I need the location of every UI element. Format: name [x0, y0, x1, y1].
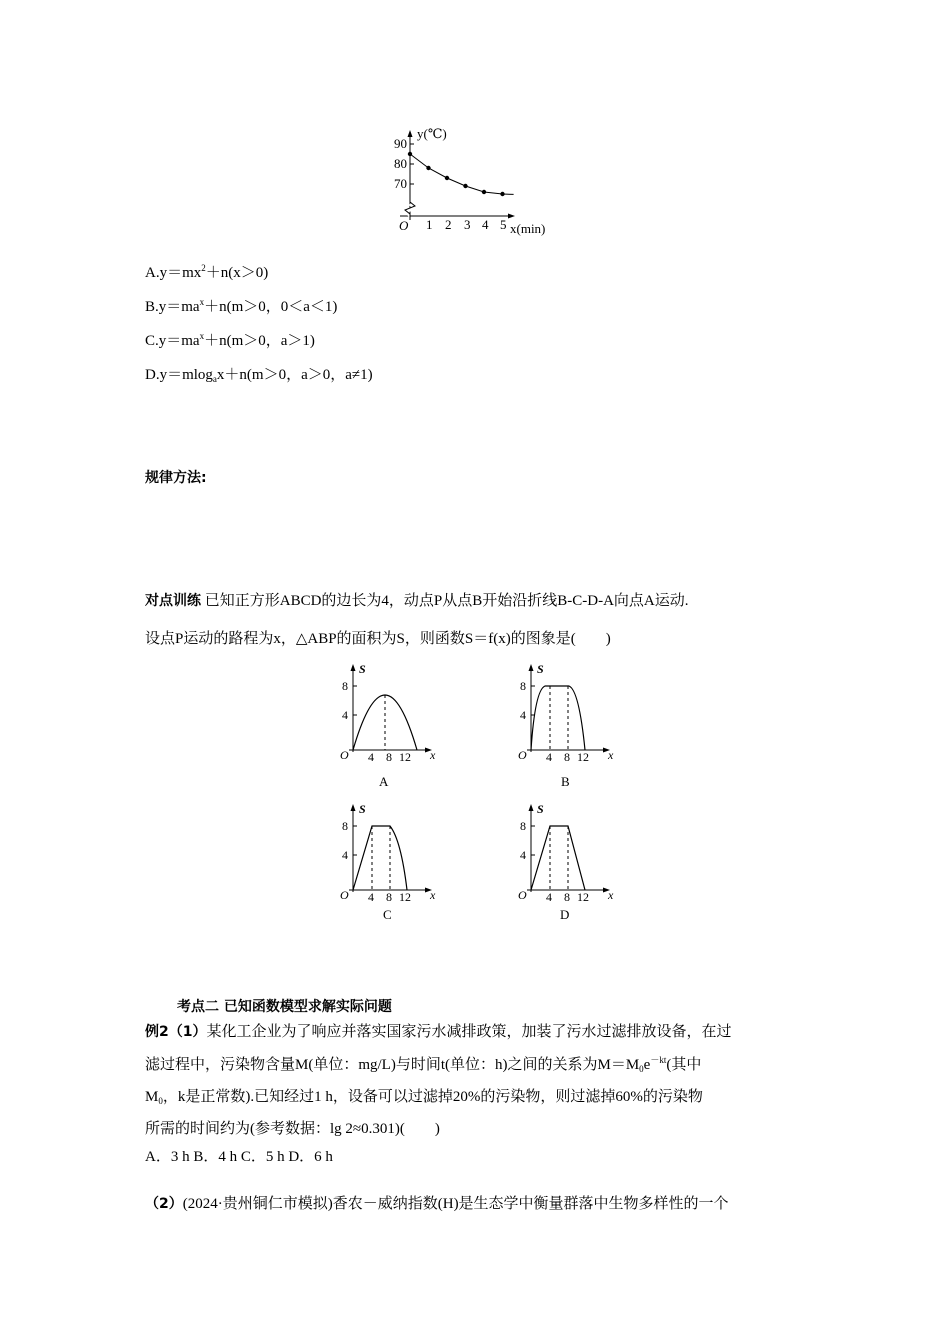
x-label: x [430, 748, 436, 762]
origin-label: O [518, 748, 527, 762]
x-label: x [430, 888, 436, 902]
graph-b [513, 660, 623, 790]
graph-d-curve [531, 826, 585, 890]
option-d: D.y＝mlog$_a$x＋n(m＞0，a＞0，a≠1) [145, 367, 373, 384]
graph-c [335, 800, 445, 930]
x-label: x [608, 888, 614, 902]
section-heading: 考点二 已知函数模型求解实际问题 [177, 999, 392, 1015]
example-line-3: $M_0$，k是正常数).已知经过1 h，设备可以过滤掉20%的污染物，则过滤掉60%的污染物 [145, 1089, 703, 1106]
data-point [482, 190, 486, 194]
example-answers: A．3 h B．4 h C．5 h D．6 h [145, 1149, 333, 1165]
y-tick-label: 8 [520, 819, 526, 833]
temperature-chart [390, 122, 570, 240]
x-tick-2: 2 [445, 217, 452, 232]
option-a: $A.y=mx^2+n(x>0)$ [145, 263, 269, 281]
x-tick-label: 4 [368, 890, 374, 904]
example-line-4: 所需的时间约为(参考数据：lg 2≈0.301)( ) [145, 1121, 440, 1137]
y-tick-label: 4 [520, 708, 526, 722]
origin-label: O [340, 888, 349, 902]
x-tick-label: 12 [399, 890, 411, 904]
x-tick-label: 12 [399, 750, 411, 764]
y-tick-70: 70 [394, 176, 407, 191]
graph-a [335, 660, 445, 790]
option-c: $C.y=ma^x+n(m>0$，a＞1) [145, 331, 315, 349]
y-tick-label: 4 [342, 708, 348, 722]
x-tick-label: 8 [564, 890, 570, 904]
training-line-2: 设点P运动的路程为x，△ABP的面积为S，则函数S＝f(x)的图象是( ) [145, 631, 611, 647]
x-label: x [608, 748, 614, 762]
origin-label: O [399, 218, 409, 233]
temperature-curve [410, 154, 514, 194]
y-axis-label: y(℃) [417, 126, 447, 141]
data-point [445, 176, 449, 180]
option-b: $B.y=ma^x+n(m>0$，0＜a＜1) [145, 297, 338, 315]
x-tick-label: 12 [577, 890, 589, 904]
y-axis-arrow [529, 664, 534, 671]
graph-d [513, 800, 623, 930]
method-heading: 规律方法: [145, 470, 207, 486]
y-tick-label: 4 [520, 848, 526, 862]
origin-label: O [518, 888, 527, 902]
y-axis-arrow [408, 130, 413, 137]
data-point [408, 152, 412, 156]
data-point [426, 166, 430, 170]
example-line-1: 例2（1）某化工企业为了响应并落实国家污水减排政策，加装了污水过滤排放设备，在过 [145, 1024, 732, 1040]
y-tick-label: 8 [520, 679, 526, 693]
question-2: （2）(2024·贵州铜仁市模拟)香农－威纳指数(H)是生态学中衡量群落中生物多样性的一个 [145, 1196, 729, 1212]
s-label: S [359, 802, 366, 816]
training-line-1: 对点训练 已知正方形ABCD的边长为4，动点P从点B开始沿折线B-C-D-A向点A运动. [145, 593, 689, 609]
y-tick-90: 90 [394, 136, 407, 151]
x-tick-label: 8 [386, 750, 392, 764]
graph-c-curve [353, 826, 407, 890]
graph-b-curve [531, 686, 585, 750]
x-tick-1: 1 [426, 217, 433, 232]
s-label: S [537, 662, 544, 676]
x-tick-label: 8 [564, 750, 570, 764]
x-tick-label: 4 [368, 750, 374, 764]
example-line-2: 滤过程中，污染物含量M(单位：mg/L)与时间t(单位：h)之间的关系为$M=M_0e^{-kt}$(其中 [145, 1055, 702, 1074]
training-label: 对点训练 [145, 593, 201, 609]
x-tick-3: 3 [464, 217, 471, 232]
x-axis-arrow [508, 214, 515, 219]
y-tick-label: 8 [342, 819, 348, 833]
x-tick-5: 5 [500, 217, 507, 232]
example-2 [145, 1018, 810, 1171]
y-axis-arrow [351, 664, 356, 671]
y-tick-label: 4 [342, 848, 348, 862]
caption-a: A [379, 774, 389, 789]
data-point [463, 184, 467, 188]
s-label: S [359, 662, 366, 676]
origin-label: O [340, 748, 349, 762]
y-tick-label: 8 [342, 679, 348, 693]
caption-c: C [383, 907, 392, 922]
x-tick-label: 8 [386, 890, 392, 904]
x-tick-label: 4 [546, 890, 552, 904]
x-axis-label: x(min) [510, 221, 546, 236]
x-tick-label: 12 [577, 750, 589, 764]
x-tick-label: 4 [546, 750, 552, 764]
y-axis-arrow [351, 804, 356, 811]
caption-d: D [560, 907, 570, 922]
caption-b: B [561, 774, 570, 789]
example-label: 例2 [145, 1024, 169, 1040]
y-axis-arrow [529, 804, 534, 811]
y-tick-80: 80 [394, 156, 407, 171]
x-tick-4: 4 [482, 217, 489, 232]
data-point [500, 192, 504, 196]
s-label: S [537, 802, 544, 816]
